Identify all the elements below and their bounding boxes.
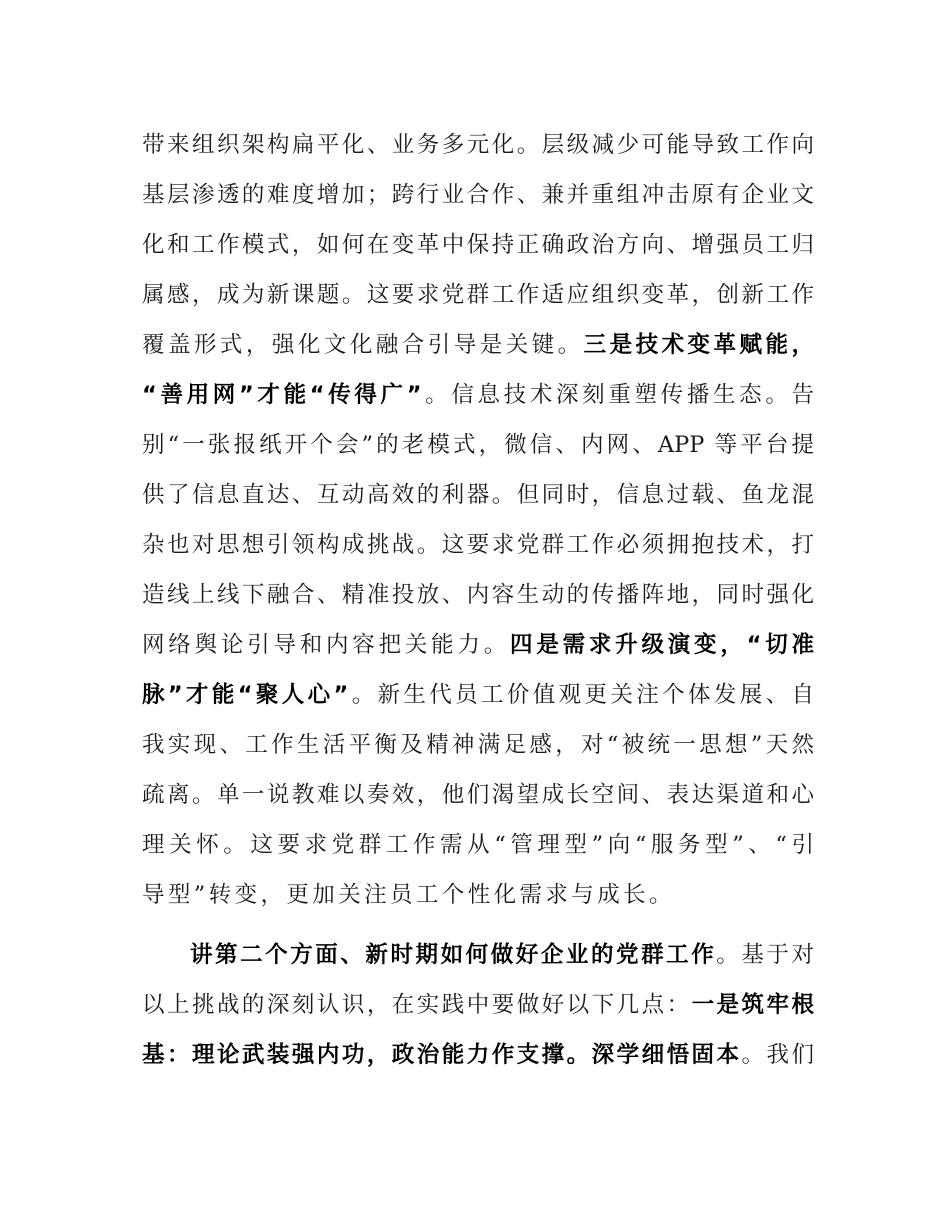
text-run: 。新生代员工价值观更关注个体发展、自 [348,682,814,708]
text-line [142,678,814,712]
text-line [142,478,814,512]
bold-text-run: 基：理论武装强内功，政治能力作支撑。深学细悟固本 [142,1042,742,1068]
text-run: 我实现、工作生活平衡及精神满足感，对“被统一思想”天然 [142,732,814,758]
text-line [142,278,814,312]
text-run: 带来组织架构扁平化、业务多元化。层级减少可能导致工作向 [142,132,814,158]
text-run: 理关怀。这要求党群工作需从“管理型”向“服务型”、“引 [142,832,814,858]
text-run: 。信息技术深刻重塑传播生态。告 [421,382,814,408]
text-run: 以上挑战的深刻认识，在实践中要做好以下几点： [142,992,692,1018]
text-line [142,578,814,612]
text-run: 属感，成为新课题。这要求党群工作适应组织变革，创新工作 [142,282,814,308]
text-line [142,428,814,462]
text-run: 覆盖形式，强化文化融合引导是关键。 [142,332,584,358]
bold-text-run: “善用网”才能“传得广” [142,382,422,408]
bold-text-run: 三是技术变革赋能， [583,332,814,358]
text-run: 造线上线下融合、精准投放、内容生动的传播阵地，同时强化 [142,582,814,608]
text-line [142,528,814,562]
text-line [142,778,814,812]
text-line [142,378,814,412]
text-run: 化和工作模式，如何在变革中保持正确政治方向、增强员工归 [142,232,814,258]
text-run: 网络舆论引导和内容把关能力。 [142,632,511,658]
text-line [142,728,814,762]
text-line [142,228,814,262]
text-run: 导型”转变，更加关注员工个性化需求与成长。 [142,882,675,908]
text-line [142,328,814,362]
text-run: 别“一张报纸开个会”的老模式，微信、内网、APP 等平台提 [142,432,814,458]
bold-text-run: 四是需求升级演变，“切准 [510,632,814,658]
text-line [142,128,814,162]
text-line [190,938,814,972]
text-line [142,988,814,1022]
bold-text-run: 脉”才能“聚人心” [142,682,349,708]
text-run: 。基于对 [716,942,814,968]
bold-text-run: 一是筑牢根 [691,992,814,1018]
text-run: 供了信息直达、互动高效的利器。但同时，信息过载、鱼龙混 [142,482,814,508]
text-line [142,1038,814,1072]
bold-text-run: 讲第二个方面、新时期如何做好企业的党群工作 [190,942,717,968]
text-line [142,878,814,912]
text-run: 疏离。单一说教难以奏效，他们渴望成长空间、表达渠道和心 [142,782,814,808]
text-run: 杂也对思想引领构成挑战。这要求党群工作必须拥抱技术，打 [142,532,814,558]
text-run: 。我们 [741,1042,814,1068]
text-line [142,828,814,862]
text-line [142,178,814,212]
text-line [142,628,814,662]
text-run: 基层渗透的难度增加；跨行业合作、兼并重组冲击原有企业文 [142,182,814,208]
